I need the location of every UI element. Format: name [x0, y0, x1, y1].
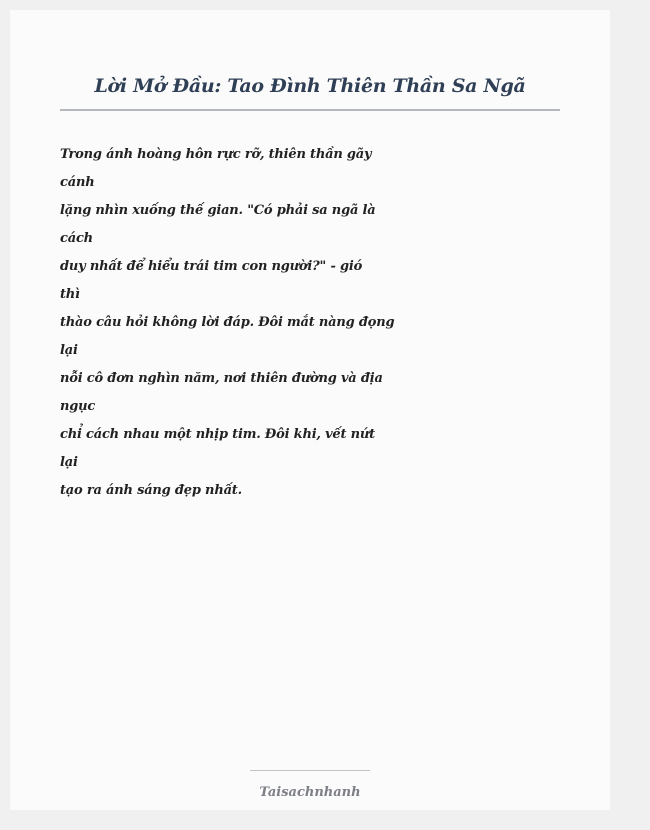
- footer-brand: Taisachnhanh: [259, 785, 361, 800]
- title-divider: [60, 109, 560, 111]
- document-page: [10, 10, 610, 810]
- footer-divider: [250, 770, 370, 771]
- body-line: thì: [60, 287, 80, 302]
- body-text: [60, 141, 395, 505]
- body-line: chỉ cách nhau một nhịp tim. Đôi khi, vết nứt: [60, 427, 375, 442]
- body-line: lại: [60, 455, 78, 470]
- body-line: thào câu hỏi không lời đáp. Đôi mắt nàng đọng: [60, 315, 395, 330]
- document-title: Lời Mở Đầu: Tao Đình Thiên Thần Sa Ngã: [94, 75, 526, 97]
- body-line: lại: [60, 343, 78, 358]
- body-line: cách: [60, 231, 93, 246]
- body-line: duy nhất để hiểu trái tim con người?" - gió: [60, 259, 363, 274]
- body-line: lặng nhìn xuống thế gian. "Có phải sa ngã là: [60, 203, 376, 218]
- body-line: ngục: [60, 399, 96, 414]
- body-line: Trong ánh hoàng hôn rực rỡ, thiên thần gãy: [60, 147, 372, 162]
- body-line: nỗi cô đơn nghìn năm, nơi thiên đường và địa: [60, 371, 383, 386]
- body-line: tạo ra ánh sáng đẹp nhất.: [60, 483, 242, 498]
- body-line: cánh: [60, 175, 95, 190]
